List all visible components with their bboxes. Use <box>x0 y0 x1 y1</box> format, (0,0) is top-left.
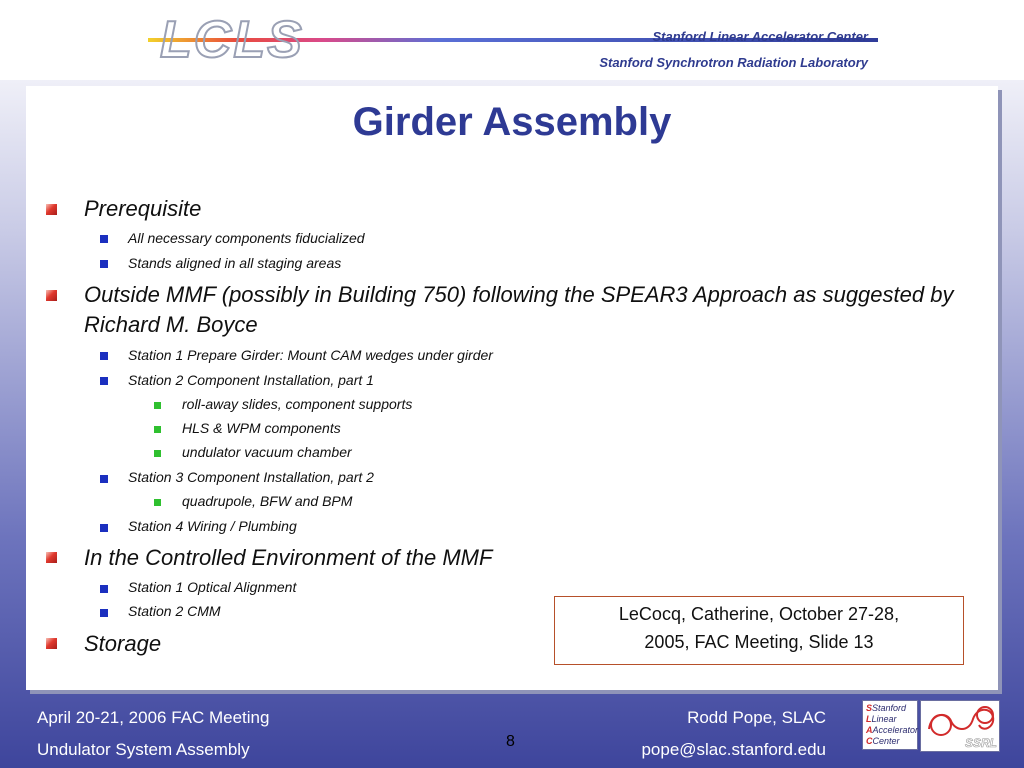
sub-sub-bullet: roll-away slides, component supports <box>182 396 413 412</box>
slac-logo-line: AAccelerator <box>866 725 919 735</box>
slide-panel <box>26 86 998 690</box>
sub-bullet: Station 1 Optical Alignment <box>128 579 297 595</box>
slac-logo-line: SStanford <box>866 703 907 713</box>
sub-sub-bullet: undulator vacuum chamber <box>182 444 352 460</box>
lcls-logo: LCLS <box>160 11 304 69</box>
ssrl-logo-text: SSRL <box>965 736 998 750</box>
bullet-icon <box>100 609 108 617</box>
bullet-icon <box>100 235 108 243</box>
slac-logo-line: LLinear <box>866 714 897 724</box>
sub-bullet: Station 3 Component Installation, part 2 <box>128 469 374 485</box>
sub-sub-bullet: HLS & WPM components <box>182 420 341 436</box>
ssrl-logo-icon <box>921 701 999 751</box>
ssrl-logo <box>920 700 1000 752</box>
bullet-icon <box>100 585 108 593</box>
sub-bullet: All necessary components fiducialized <box>128 230 365 246</box>
bullet-icon <box>100 377 108 385</box>
sub-bullet: Station 2 Component Installation, part 1 <box>128 372 374 388</box>
sub-bullet: Station 2 CMM <box>128 603 221 619</box>
bullet-icon <box>46 290 57 301</box>
bullet-icon <box>46 204 57 215</box>
org-ssrl: Stanford Synchrotron Radiation Laboratory <box>599 55 868 70</box>
bullet-storage: Storage <box>84 631 162 656</box>
bullet-icon <box>154 402 161 409</box>
bullet-icon <box>154 426 161 433</box>
citation-line: LeCocq, Catherine, October 27-28, <box>618 604 900 624</box>
page-number: 8 <box>506 733 515 750</box>
bullet-outside-mmf: Outside MMF (possibly in Building 750) following the SPEAR3 Approach as suggested by Richard M. Boyce <box>84 282 954 337</box>
bullet-icon <box>100 352 108 360</box>
citation-box <box>554 596 964 665</box>
bullet-icon <box>100 524 108 532</box>
bullet-icon <box>154 499 161 506</box>
org-slac: Stanford Linear Accelerator Center <box>652 29 868 44</box>
sub-bullet: Station 4 Wiring / Plumbing <box>128 518 297 534</box>
bullet-icon <box>100 260 108 268</box>
bullet-prerequisite: Prerequisite <box>84 196 202 221</box>
sub-sub-bullet: quadrupole, BFW and BPM <box>182 493 353 509</box>
footer-email[interactable]: pope@slac.stanford.edu <box>641 740 826 759</box>
footer-meeting: April 20-21, 2006 FAC Meeting <box>37 708 270 727</box>
bullet-controlled-env: In the Controlled Environment of the MMF <box>84 545 493 570</box>
bullet-icon <box>154 450 161 457</box>
sub-bullet: Stands aligned in all staging areas <box>128 255 342 271</box>
citation-line: 2005, FAC Meeting, Slide 13 <box>644 632 874 652</box>
slac-logo-line: CCenter <box>866 736 900 746</box>
bullet-icon <box>46 552 57 563</box>
sub-bullet: Station 1 Prepare Girder: Mount CAM wedges under girder <box>128 347 493 363</box>
footer-topic: Undulator System Assembly <box>37 740 250 759</box>
slac-logo <box>862 700 918 750</box>
bullet-icon <box>46 638 57 649</box>
header <box>0 0 1024 80</box>
slide-title: Girder Assembly <box>352 100 672 144</box>
bullet-icon <box>100 475 108 483</box>
footer-author: Rodd Pope, SLAC <box>687 708 826 727</box>
